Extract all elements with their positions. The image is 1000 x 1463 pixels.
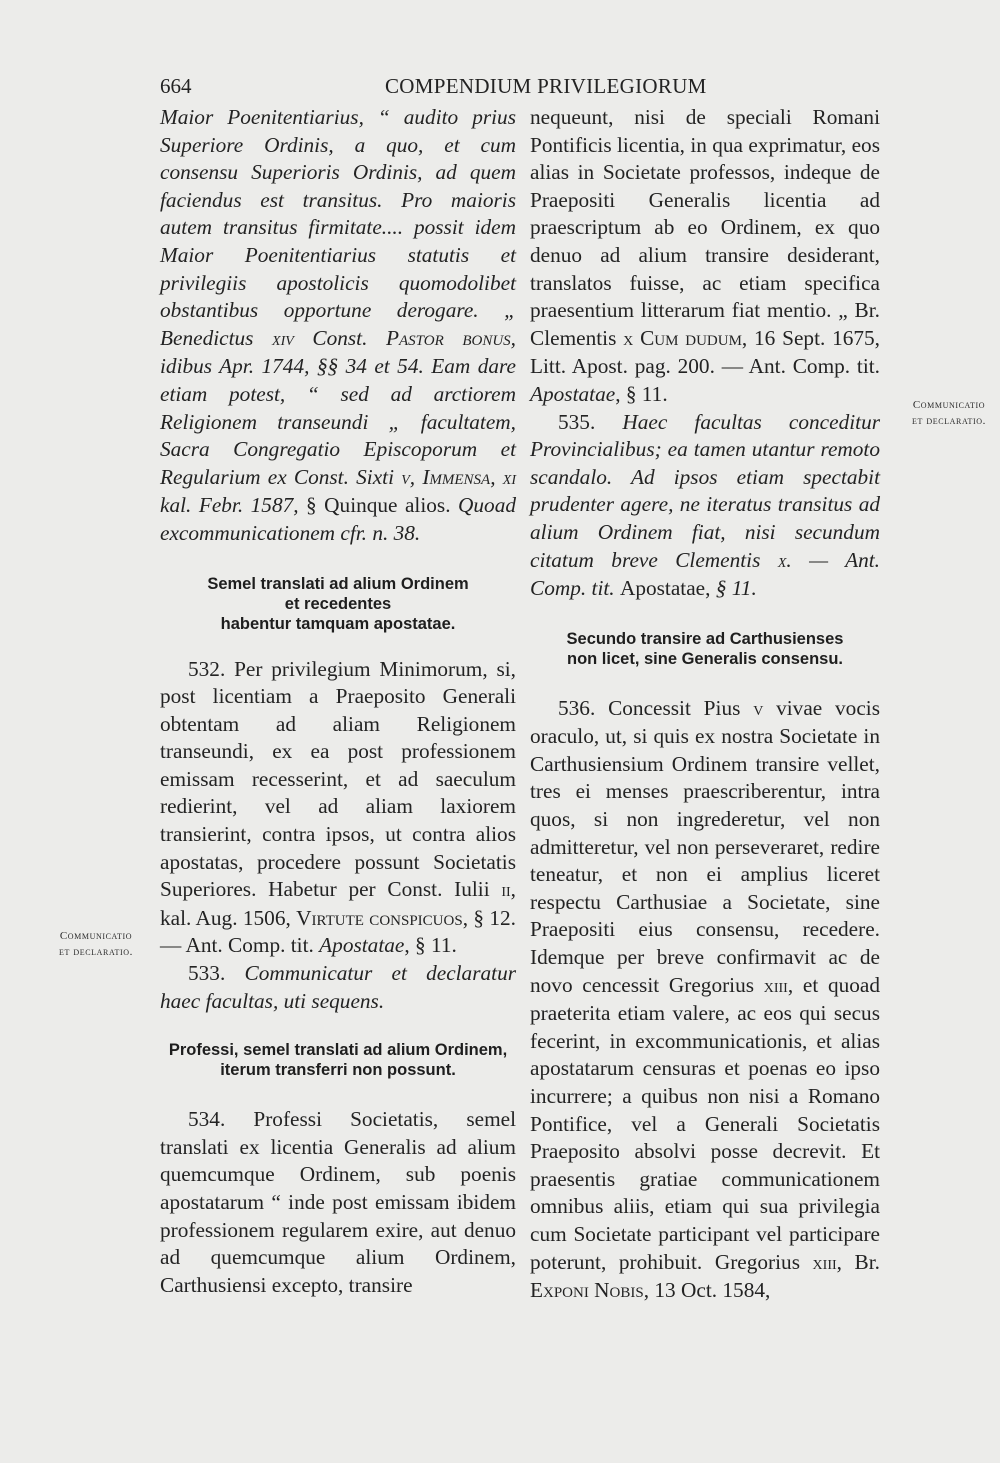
paragraph-continuation	[160, 104, 516, 548]
text-run: , § 11.	[615, 381, 668, 406]
text-run: xi	[502, 467, 516, 489]
text-run: x	[623, 328, 634, 350]
text-run: Communicatur et declaratur haec facultas, uti sequens.	[160, 961, 516, 1013]
heading-line: non licet, sine Generalis consensu.	[566, 649, 843, 668]
text-run: Cum dudum	[640, 325, 742, 350]
text-run: ,	[409, 464, 423, 489]
right-column	[530, 104, 880, 1305]
text-run: § 11.	[715, 576, 757, 601]
text-run: Quoad excommunicationem cfr. n. 38.	[160, 493, 516, 545]
text-run: v	[753, 698, 764, 720]
text-run: ii	[501, 880, 511, 902]
text-run: 533.	[188, 961, 245, 986]
text-run: nequeunt, nisi de speciali Romani Pontificis licentia, in qua exprimatur, eos alias in Societate professos, indeque de Praepositi Generalis licentia ad praescriptum ab eo Ordinem, ex quo denuo ad alium transire desiderant, translatos fuisse, ac etiam specifica praesentium litterarum fiat mentio. „ Br. Clementis	[530, 105, 880, 350]
text-run: 536. Concessit Pius	[558, 695, 754, 720]
paragraph-533	[160, 960, 516, 1015]
text-run: , kal. Aug. 1506,	[160, 877, 516, 930]
text-run: Apostatae	[319, 933, 405, 958]
text-run: 535.	[558, 409, 623, 434]
margin-note-line: Communicatio	[912, 399, 986, 411]
text-run: Pastor bonus	[386, 325, 511, 350]
text-run: x	[777, 550, 787, 572]
section-heading	[530, 629, 880, 669]
text-run: Apostatae,	[619, 576, 716, 601]
text-run: xiii	[812, 1252, 837, 1274]
page-header	[160, 74, 880, 104]
text-run: xiv	[272, 328, 294, 350]
text-run: ,	[490, 464, 503, 489]
heading-line: et recedentes	[284, 594, 392, 613]
heading-line: Semel translati ad alium Ordinem	[207, 574, 469, 593]
text-run: , idibus Apr. 1744, §§ 34 et 54. Eam dare etiam potest, “ sed ad arctiorem Religionem transeundi „ facultatem, Sacra Congregatio Episcoporum et Regularium ex Const. Sixti	[160, 325, 516, 489]
text-run: , et quoad praeterita etiam valere, ac eos qui secus fecerint, in excommunicationis, et alias apostatarum censuras et poenas eo ipso incurrere; a quibus non nisi a Romano Pontifice, vel a Generali Societatis Praeposito absolvi posse decrevit. Et praesentis gratiae communicationem omnibus aliis, etiam qui sua privilegia cum Societate participant vel participare poterunt, prohibuit. Gregorius	[530, 972, 881, 1274]
margin-note	[904, 397, 994, 429]
text-run: Const.	[293, 325, 386, 350]
page-number: 664	[160, 74, 192, 98]
text-run: xiii	[763, 975, 788, 997]
text-run: . — Ant. Comp. tit.	[530, 547, 880, 601]
section-heading	[160, 574, 516, 634]
left-column	[160, 104, 516, 1299]
running-title: COMPENDIUM PRIVILEGIORUM	[385, 74, 707, 98]
text-run: Virtute conspicuos	[296, 905, 463, 930]
text-run: , § 11.	[404, 933, 457, 958]
text-run: v	[401, 467, 410, 489]
text-run: kal. Febr. 1587,	[160, 493, 307, 518]
text-run: , Br.	[836, 1249, 880, 1274]
paragraph-535	[530, 409, 880, 603]
bleed-through-mark	[22, 118, 142, 132]
text-run: § Quinque alios.	[306, 493, 459, 518]
heading-line: habentur tamquam apostatae.	[220, 614, 456, 633]
text-run: , § 12. — Ant. Comp. tit.	[160, 905, 516, 958]
text-run: Exponi Nobis	[530, 1278, 644, 1303]
text-run: vivae vocis oraculo, ut, si quis ex nostra Societate in Carthusiensium Ordinem transire vellet, tres ei menses praescriberentur, intra quos, si non ingrederetur, vel non admitteretur, vel non perseveraret, redire teneatur, et non ei amplius liceret respectu Carthusiae a Societate, sine Praepositi eius consensu, recedere. Idemque per breve confirmavit ac de novo cencessit Gregorius	[530, 695, 880, 997]
text-run: , 16 Sept. 1675, Litt. Apost. pag. 200. — Ant. Comp. tit.	[530, 325, 881, 379]
heading-line: Secundo transire ad Carthusienses	[566, 629, 844, 648]
text-run: Haec facultas conceditur Provincialibus; ea tamen utantur remoto scandalo. Ad ipsos etiam spectabit prudenter agere, ne iteratus transitus ad alium Ordinem fiat, nisi secundum citatum breve Clementis	[530, 409, 881, 572]
margin-note-line: et declaratio.	[59, 946, 133, 958]
heading-line: Professi, semel translati ad alium Ordinem, iterum transferri non possunt.	[168, 1041, 508, 1080]
text-run: 534. Professi Societatis, semel translati ex licentia Generalis ad alium quemcumque Ordinem, sub poenis apostatarum “ inde post emissam ibidem professionem regularem exire, aut denuo ad quemcumque alium Ordinem, Carthusiensi excepto, transire	[160, 1107, 516, 1297]
margin-note-line: et declaratio.	[912, 415, 986, 427]
paragraph-continuation	[530, 104, 880, 409]
text-run: 532. Per privilegium Minimorum, si, post licentiam a Praeposito Generali obtentam ad aliam Religionem transeundi, ex ea post professionem emissam recesserint, et ad saeculum redierint, vel ad aliam laxiorem transierint, contra ipsos, ut contra alios apostatas, procedere possunt Societatis Superiores. Habetur per Const. Iulii	[160, 656, 516, 902]
section-heading	[160, 1040, 516, 1080]
paragraph-532	[160, 656, 516, 961]
text-run: Immensa	[422, 464, 491, 489]
paragraph-534	[160, 1106, 516, 1299]
text-run: Apostatae	[530, 381, 616, 406]
text-run: Maior Poenitentiarius, “ audito prius Superiore Ordinis, a quo, et cum consensu Superioris Ordinis, ad quem faciendus est transitus. Pro maioris autem transitus firmitate.... possit idem Maior Poenitentiarius statutis et privilegiis apostolicis quomodolibet obstantibus opportune derogare. „ Benedictus	[160, 105, 516, 350]
paragraph-536	[530, 695, 880, 1305]
margin-note	[40, 928, 152, 960]
margin-note-line: Communicatio	[59, 930, 133, 942]
text-run: , 13 Oct. 1584,	[643, 1278, 771, 1303]
